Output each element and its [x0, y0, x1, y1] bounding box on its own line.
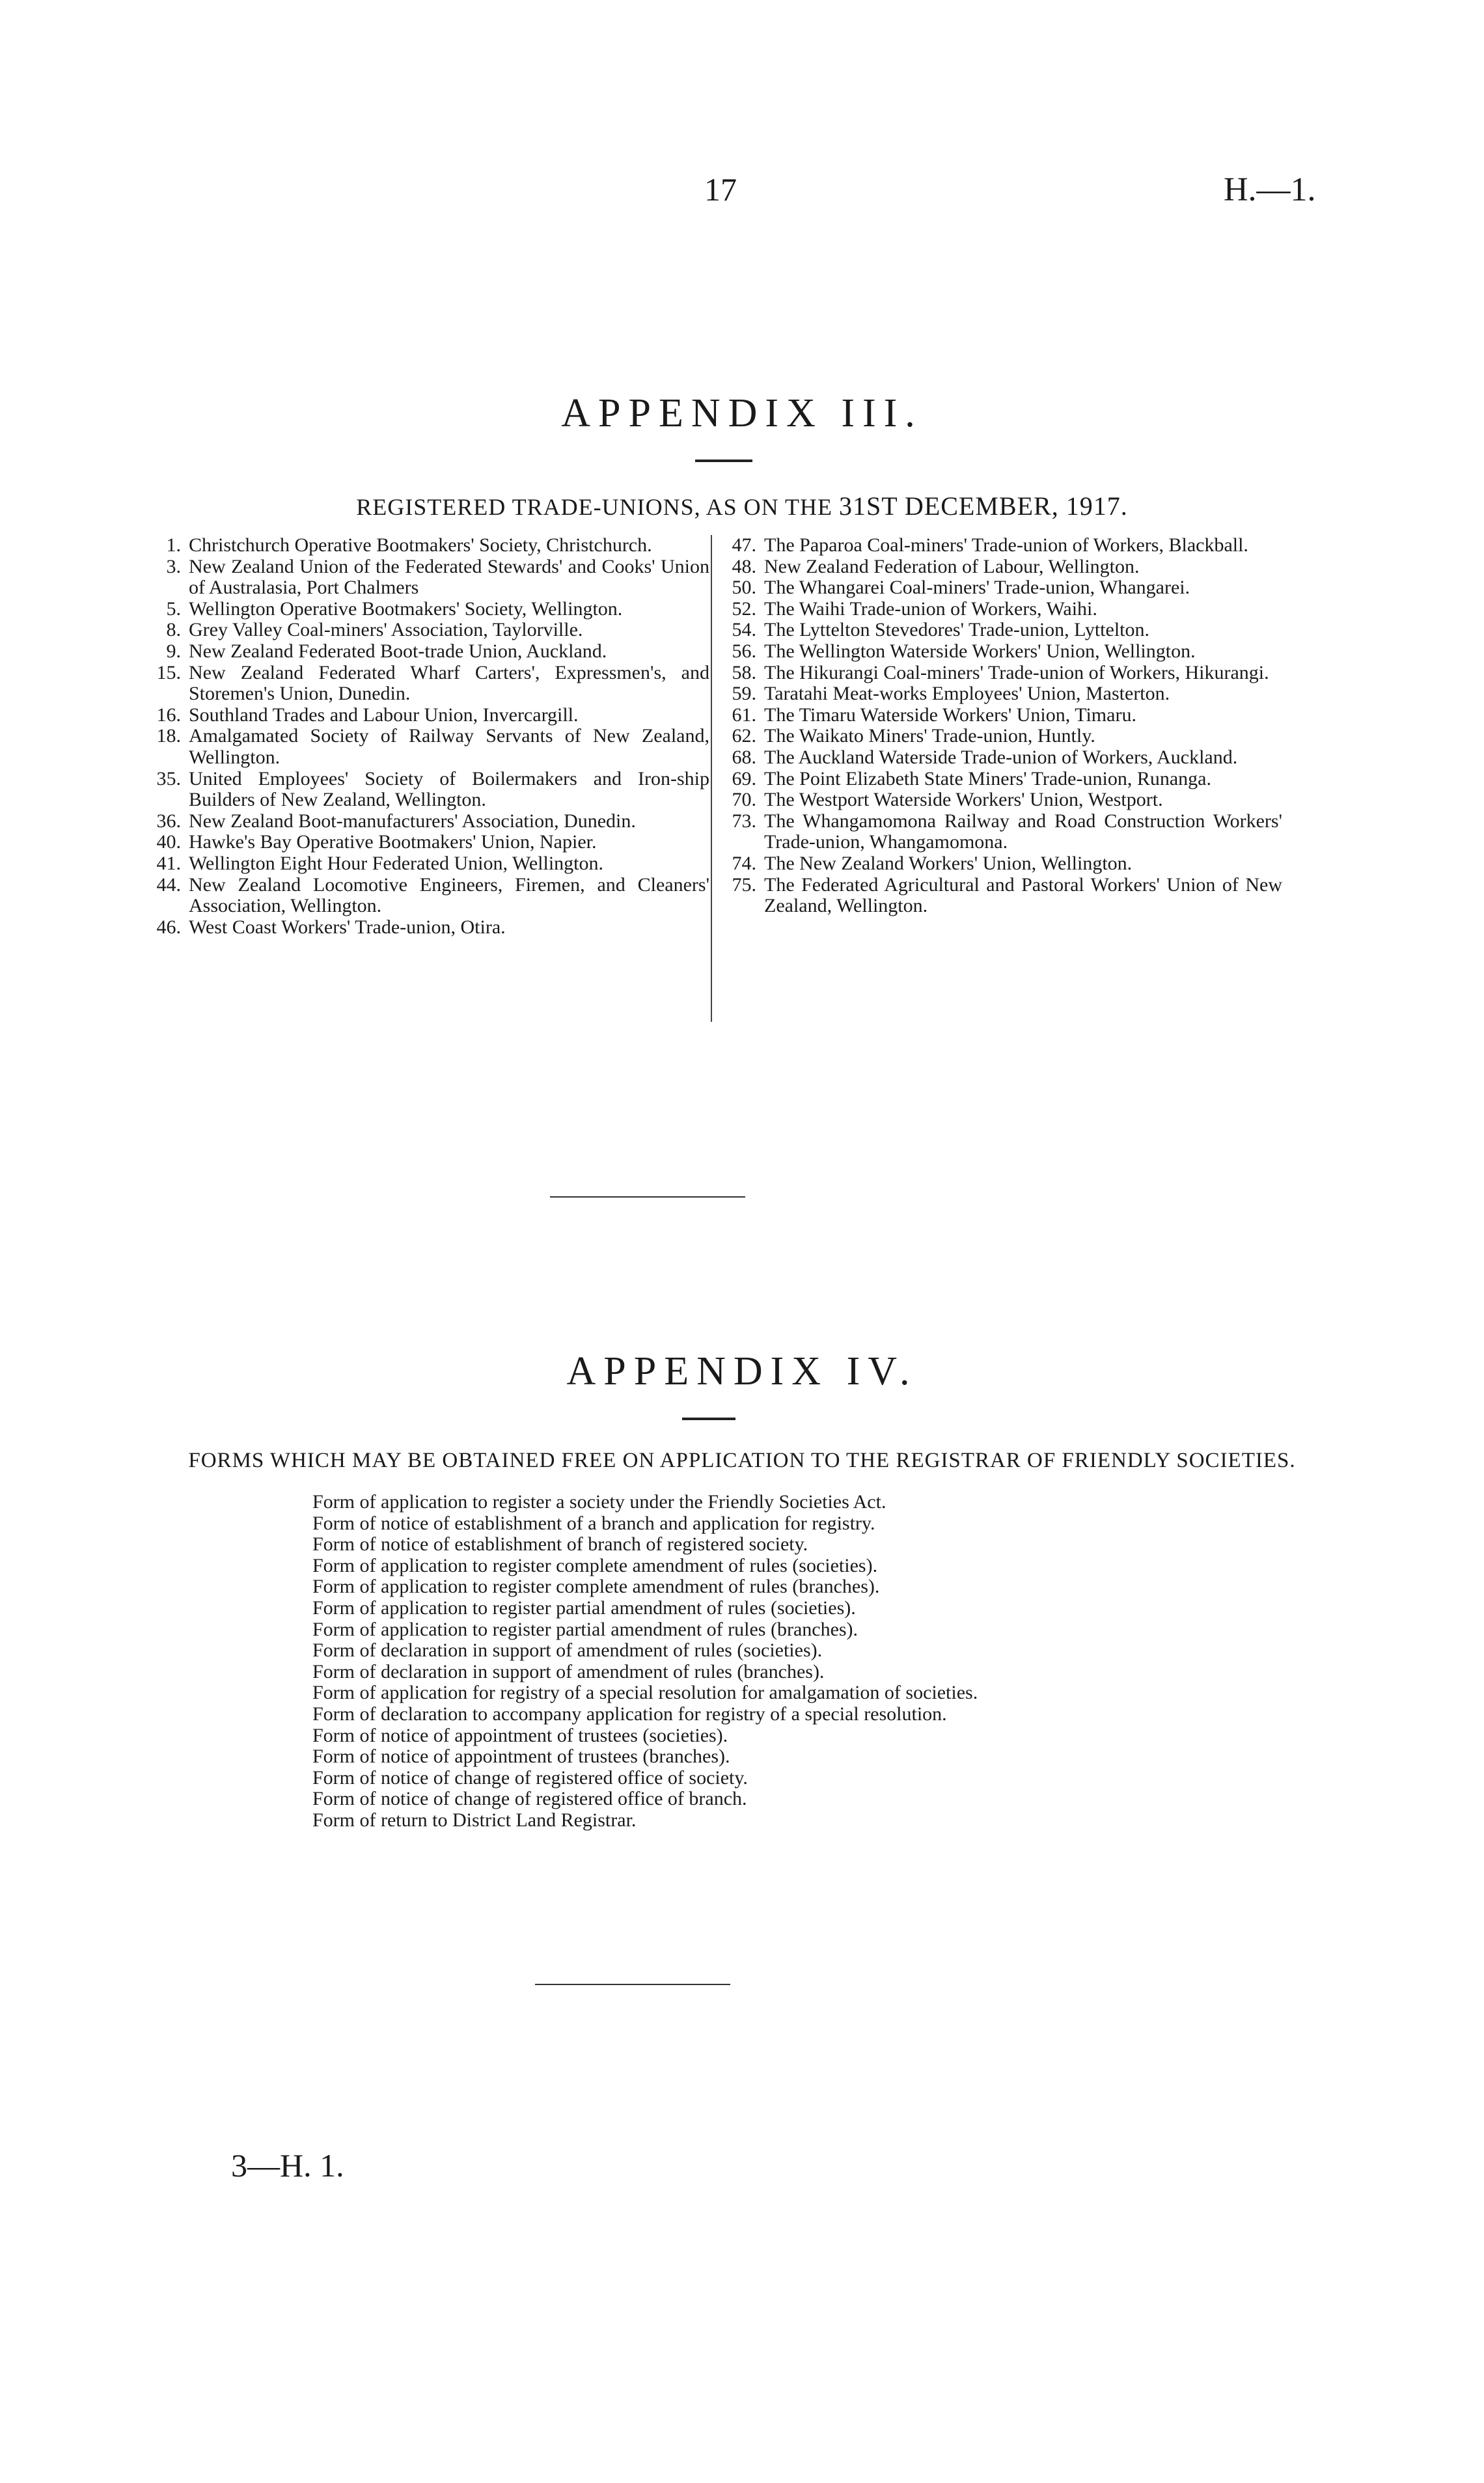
union-entry: [148, 599, 709, 620]
union-entry: [724, 683, 1282, 705]
form-item: Form of application for registry of a special resolution for amalgamation of societies.: [312, 1682, 978, 1704]
form-item: Form of application to register complete amendment of rules (societies).: [312, 1554, 878, 1576]
entry-text: The Point Elizabeth State Miners' Trade-union, Runanga.: [764, 767, 1211, 789]
entry-text: The Westport Waterside Workers' Union, Westport.: [764, 789, 1163, 811]
entry-number: 59.: [732, 683, 756, 705]
entry-number: 8.: [166, 619, 181, 641]
subtitle-text: REGISTERED TRADE-UNIONS, AS ON THE: [356, 494, 832, 520]
union-entry: [148, 726, 709, 768]
entry-text: Amalgamated Society of Railway Servants of New Zealand, Wellington.: [189, 725, 709, 768]
union-entry: [148, 663, 709, 705]
entry-number: 58.: [732, 661, 756, 683]
entry-number: 56.: [732, 640, 756, 662]
entry-number: 70.: [732, 789, 756, 811]
entry-number: 16.: [156, 704, 181, 726]
union-entry: [724, 705, 1282, 726]
title-rule: [695, 460, 752, 462]
entry-text: The Lyttelton Stevedores' Trade-union, Lyttelton.: [764, 619, 1150, 641]
union-entry: [724, 535, 1282, 556]
entry-text: Hawke's Bay Operative Bootmakers' Union, Napier.: [189, 831, 597, 853]
entry-text: New Zealand Federation of Labour, Wellington.: [764, 555, 1140, 577]
form-item: Form of declaration to accompany application for registry of a special resolution.: [312, 1703, 947, 1725]
union-entry: [724, 620, 1282, 641]
union-entry: [724, 599, 1282, 620]
entry-number: 1.: [166, 534, 181, 556]
entry-number: 61.: [732, 704, 756, 726]
union-entry: [724, 663, 1282, 684]
document-reference: H.—1.: [1224, 171, 1316, 208]
entry-number: 62.: [732, 725, 756, 747]
entry-number: 18.: [156, 725, 181, 747]
appendix-iv-subtitle: FORMS WHICH MAY BE OBTAINED FREE ON APPLICATION TO THE REGISTRAR OF FRIENDLY SOCIETIES.: [188, 1449, 1296, 1472]
union-entry: [724, 577, 1282, 599]
form-item: Form of notice of change of registered office of society.: [312, 1766, 748, 1789]
entry-text: The Auckland Waterside Trade-union of Workers, Auckland.: [764, 746, 1238, 768]
entry-number: 5.: [166, 597, 181, 620]
entry-text: New Zealand Union of the Federated Stewards' and Cooks' Union of Australasia, Port Chalmers: [189, 555, 709, 599]
forms-list: [312, 1492, 978, 1831]
entry-number: 46.: [156, 916, 181, 938]
union-entry: [148, 811, 709, 832]
entry-number: 68.: [732, 746, 756, 768]
trade-unions-left-column: [148, 535, 709, 938]
form-item: Form of application to register complete amendment of rules (branches).: [312, 1576, 880, 1598]
entry-text: The New Zealand Workers' Union, Wellington.: [764, 852, 1133, 874]
entry-text: West Coast Workers' Trade-union, Otira.: [189, 916, 506, 938]
subtitle-date: 31ST DECEMBER, 1917.: [838, 491, 1128, 521]
form-item: Form of notice of appointment of trustees (societies).: [312, 1724, 728, 1746]
union-entry: [148, 556, 709, 599]
entry-number: 52.: [732, 597, 756, 620]
entry-text: The Wellington Waterside Workers' Union, Wellington.: [764, 640, 1196, 662]
page-number: 17: [704, 171, 737, 208]
union-entry: [148, 641, 709, 663]
section-divider: [550, 1196, 745, 1198]
entry-number: 69.: [732, 767, 756, 789]
form-item: Form of declaration in support of amendment of rules (societies).: [312, 1639, 823, 1662]
entry-text: The Whangamomona Railway and Road Construction Workers' Trade-union, Whangamomona.: [764, 810, 1282, 853]
form-item: Form of application to register partial amendment of rules (branches).: [312, 1618, 859, 1640]
appendix-iv-title: APPENDIX IV.: [566, 1349, 918, 1393]
entry-number: 73.: [732, 810, 756, 832]
column-divider: [711, 535, 712, 1022]
form-item: Form of application to register a society under the Friendly Societies Act.: [312, 1491, 886, 1513]
form-item: Form of notice of establishment of branch of registered society.: [312, 1533, 808, 1556]
entry-text: Christchurch Operative Bootmakers' Society, Christchurch.: [189, 534, 652, 556]
entry-number: 3.: [166, 555, 181, 577]
entry-text: The Hikurangi Coal-miners' Trade-union of Workers, Hikurangi.: [764, 661, 1269, 683]
appendix-iii-title: APPENDIX III.: [561, 391, 923, 435]
entry-number: 74.: [732, 852, 756, 874]
title-rule: [682, 1418, 735, 1420]
entry-number: 54.: [732, 619, 756, 641]
appendix-iii-subtitle: [0, 491, 1484, 521]
entry-number: 41.: [156, 852, 181, 874]
entry-number: 47.: [732, 534, 756, 556]
entry-text: The Waihi Trade-union of Workers, Waihi.: [764, 597, 1097, 620]
section-divider: [535, 1984, 730, 1985]
entry-text: United Employees' Society of Boilermakers and Iron-ship Builders of New Zealand, Wellington.: [189, 767, 709, 811]
union-entry: [148, 917, 709, 939]
union-entry: [148, 535, 709, 556]
entry-text: The Waikato Miners' Trade-union, Huntly.: [764, 725, 1095, 747]
entry-text: Southland Trades and Labour Union, Invercargill.: [189, 704, 579, 726]
union-entry: [724, 556, 1282, 578]
entry-text: The Whangarei Coal-miners' Trade-union, Whangarei.: [764, 577, 1190, 599]
entry-number: 9.: [166, 640, 181, 662]
form-item: Form of notice of appointment of trustees (branches).: [312, 1746, 730, 1768]
entry-text: The Timaru Waterside Workers' Union, Timaru.: [764, 704, 1136, 726]
entry-text: New Zealand Locomotive Engineers, Firemen, and Cleaners' Association, Wellington.: [189, 873, 709, 917]
footer-reference: 3—H. 1.: [231, 2147, 344, 2184]
union-entry: [724, 769, 1282, 790]
trade-unions-right-column: [724, 535, 1282, 917]
form-item: Form of declaration in support of amendment of rules (branches).: [312, 1660, 825, 1682]
form-item: Form of application to register partial amendment of rules (societies).: [312, 1597, 856, 1619]
entry-text: The Federated Agricultural and Pastoral Workers' Union of New Zealand, Wellington.: [764, 873, 1282, 917]
form-item: Form of return to District Land Registrar.: [312, 1809, 637, 1831]
entry-number: 36.: [156, 810, 181, 832]
union-entry: [724, 726, 1282, 747]
union-entry: [724, 747, 1282, 769]
entry-text: New Zealand Boot-manufacturers' Association, Dunedin.: [189, 810, 636, 832]
union-entry: [724, 875, 1282, 917]
union-entry: [148, 620, 709, 641]
union-entry: [724, 853, 1282, 875]
union-entry: [724, 641, 1282, 663]
union-entry: [148, 705, 709, 726]
union-entry: [148, 769, 709, 811]
union-entry: [148, 832, 709, 853]
entry-text: Wellington Operative Bootmakers' Society, Wellington.: [189, 597, 623, 620]
union-entry: [148, 853, 709, 875]
entry-text: The Paparoa Coal-miners' Trade-union of Workers, Blackball.: [764, 534, 1248, 556]
form-item: Form of notice of establishment of a branch and application for registry.: [312, 1512, 875, 1534]
union-entry: [724, 789, 1282, 811]
entry-text: New Zealand Federated Boot-trade Union, Auckland.: [189, 640, 607, 662]
entry-number: 44.: [156, 873, 181, 896]
form-item: Form of notice of change of registered office of branch.: [312, 1788, 747, 1810]
union-entry: [724, 811, 1282, 853]
entry-number: 48.: [732, 555, 756, 577]
entry-text: New Zealand Federated Wharf Carters', Expressmen's, and Storemen's Union, Dunedin.: [189, 661, 709, 705]
entry-number: 75.: [732, 873, 756, 896]
entry-number: 35.: [156, 767, 181, 789]
entry-number: 15.: [156, 661, 181, 683]
entry-number: 50.: [732, 577, 756, 599]
entry-number: 40.: [156, 831, 181, 853]
entry-text: Wellington Eight Hour Federated Union, Wellington.: [189, 852, 604, 874]
entry-text: Grey Valley Coal-miners' Association, Taylorville.: [189, 619, 583, 641]
entry-text: Taratahi Meat-works Employees' Union, Masterton.: [764, 683, 1170, 705]
union-entry: [148, 875, 709, 917]
